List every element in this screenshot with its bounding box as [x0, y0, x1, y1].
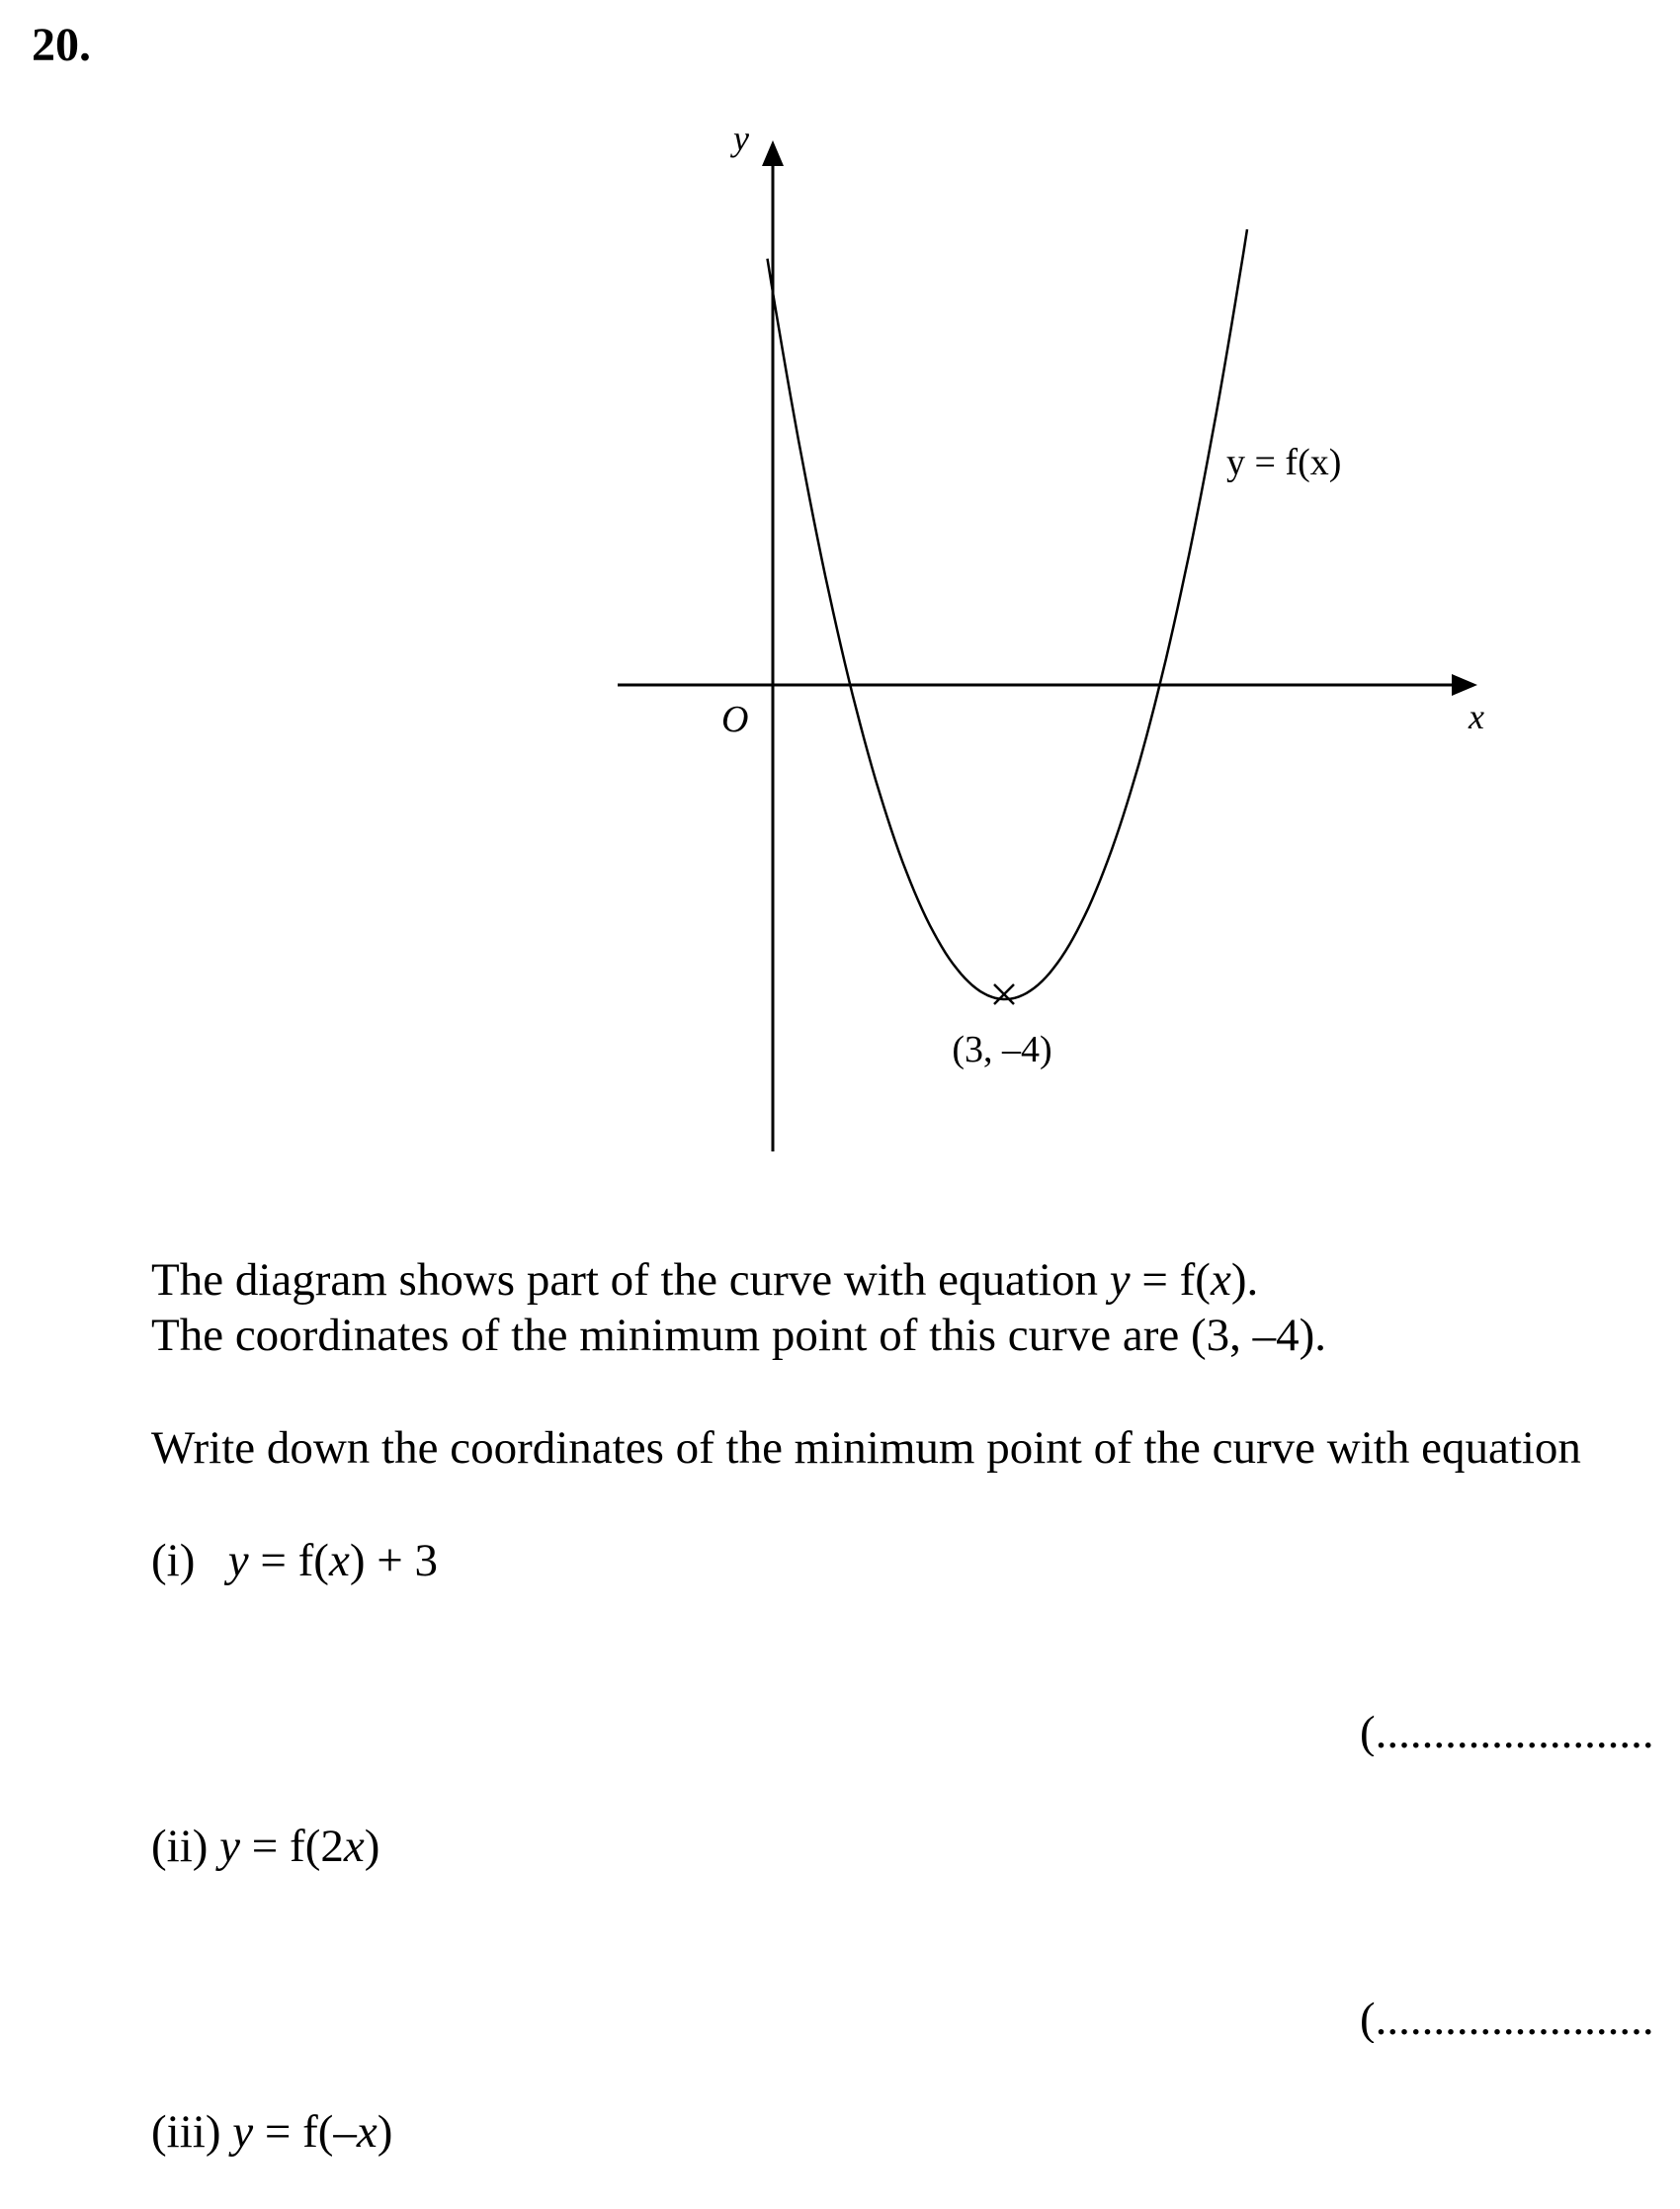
x-axis-arrowhead [1452, 674, 1477, 696]
minimum-point-label: (3, –4) [952, 1029, 1052, 1070]
instruction-text: Write down the coordinates of the minimum point of the curve with equation [151, 1422, 1581, 1474]
answer-line-i[interactable]: (........................ [1360, 1710, 1654, 1756]
curve-label: y = f(x) [1226, 442, 1342, 483]
description-line-2: The coordinates of the minimum point of this curve are (3, –4). [151, 1310, 1327, 1361]
part-ii: (ii) y = f(2x) [151, 1821, 380, 1872]
part-i: (i) y = f(x) + 3 [151, 1535, 438, 1586]
part-iii: (iii) y = f(–x) [151, 2106, 393, 2158]
answer-line-ii[interactable]: (........................ [1360, 1997, 1654, 2043]
y-axis-arrowhead [762, 140, 784, 166]
minimum-point-marker [994, 984, 1014, 1004]
parabola-curve [768, 229, 1248, 999]
x-axis-label: x [1469, 697, 1484, 736]
origin-label: O [721, 699, 749, 740]
question-number: 20. [32, 19, 91, 71]
y-axis-label: y [733, 119, 749, 158]
description-line-1: The diagram shows part of the curve with equation y = f(x). [151, 1254, 1259, 1306]
